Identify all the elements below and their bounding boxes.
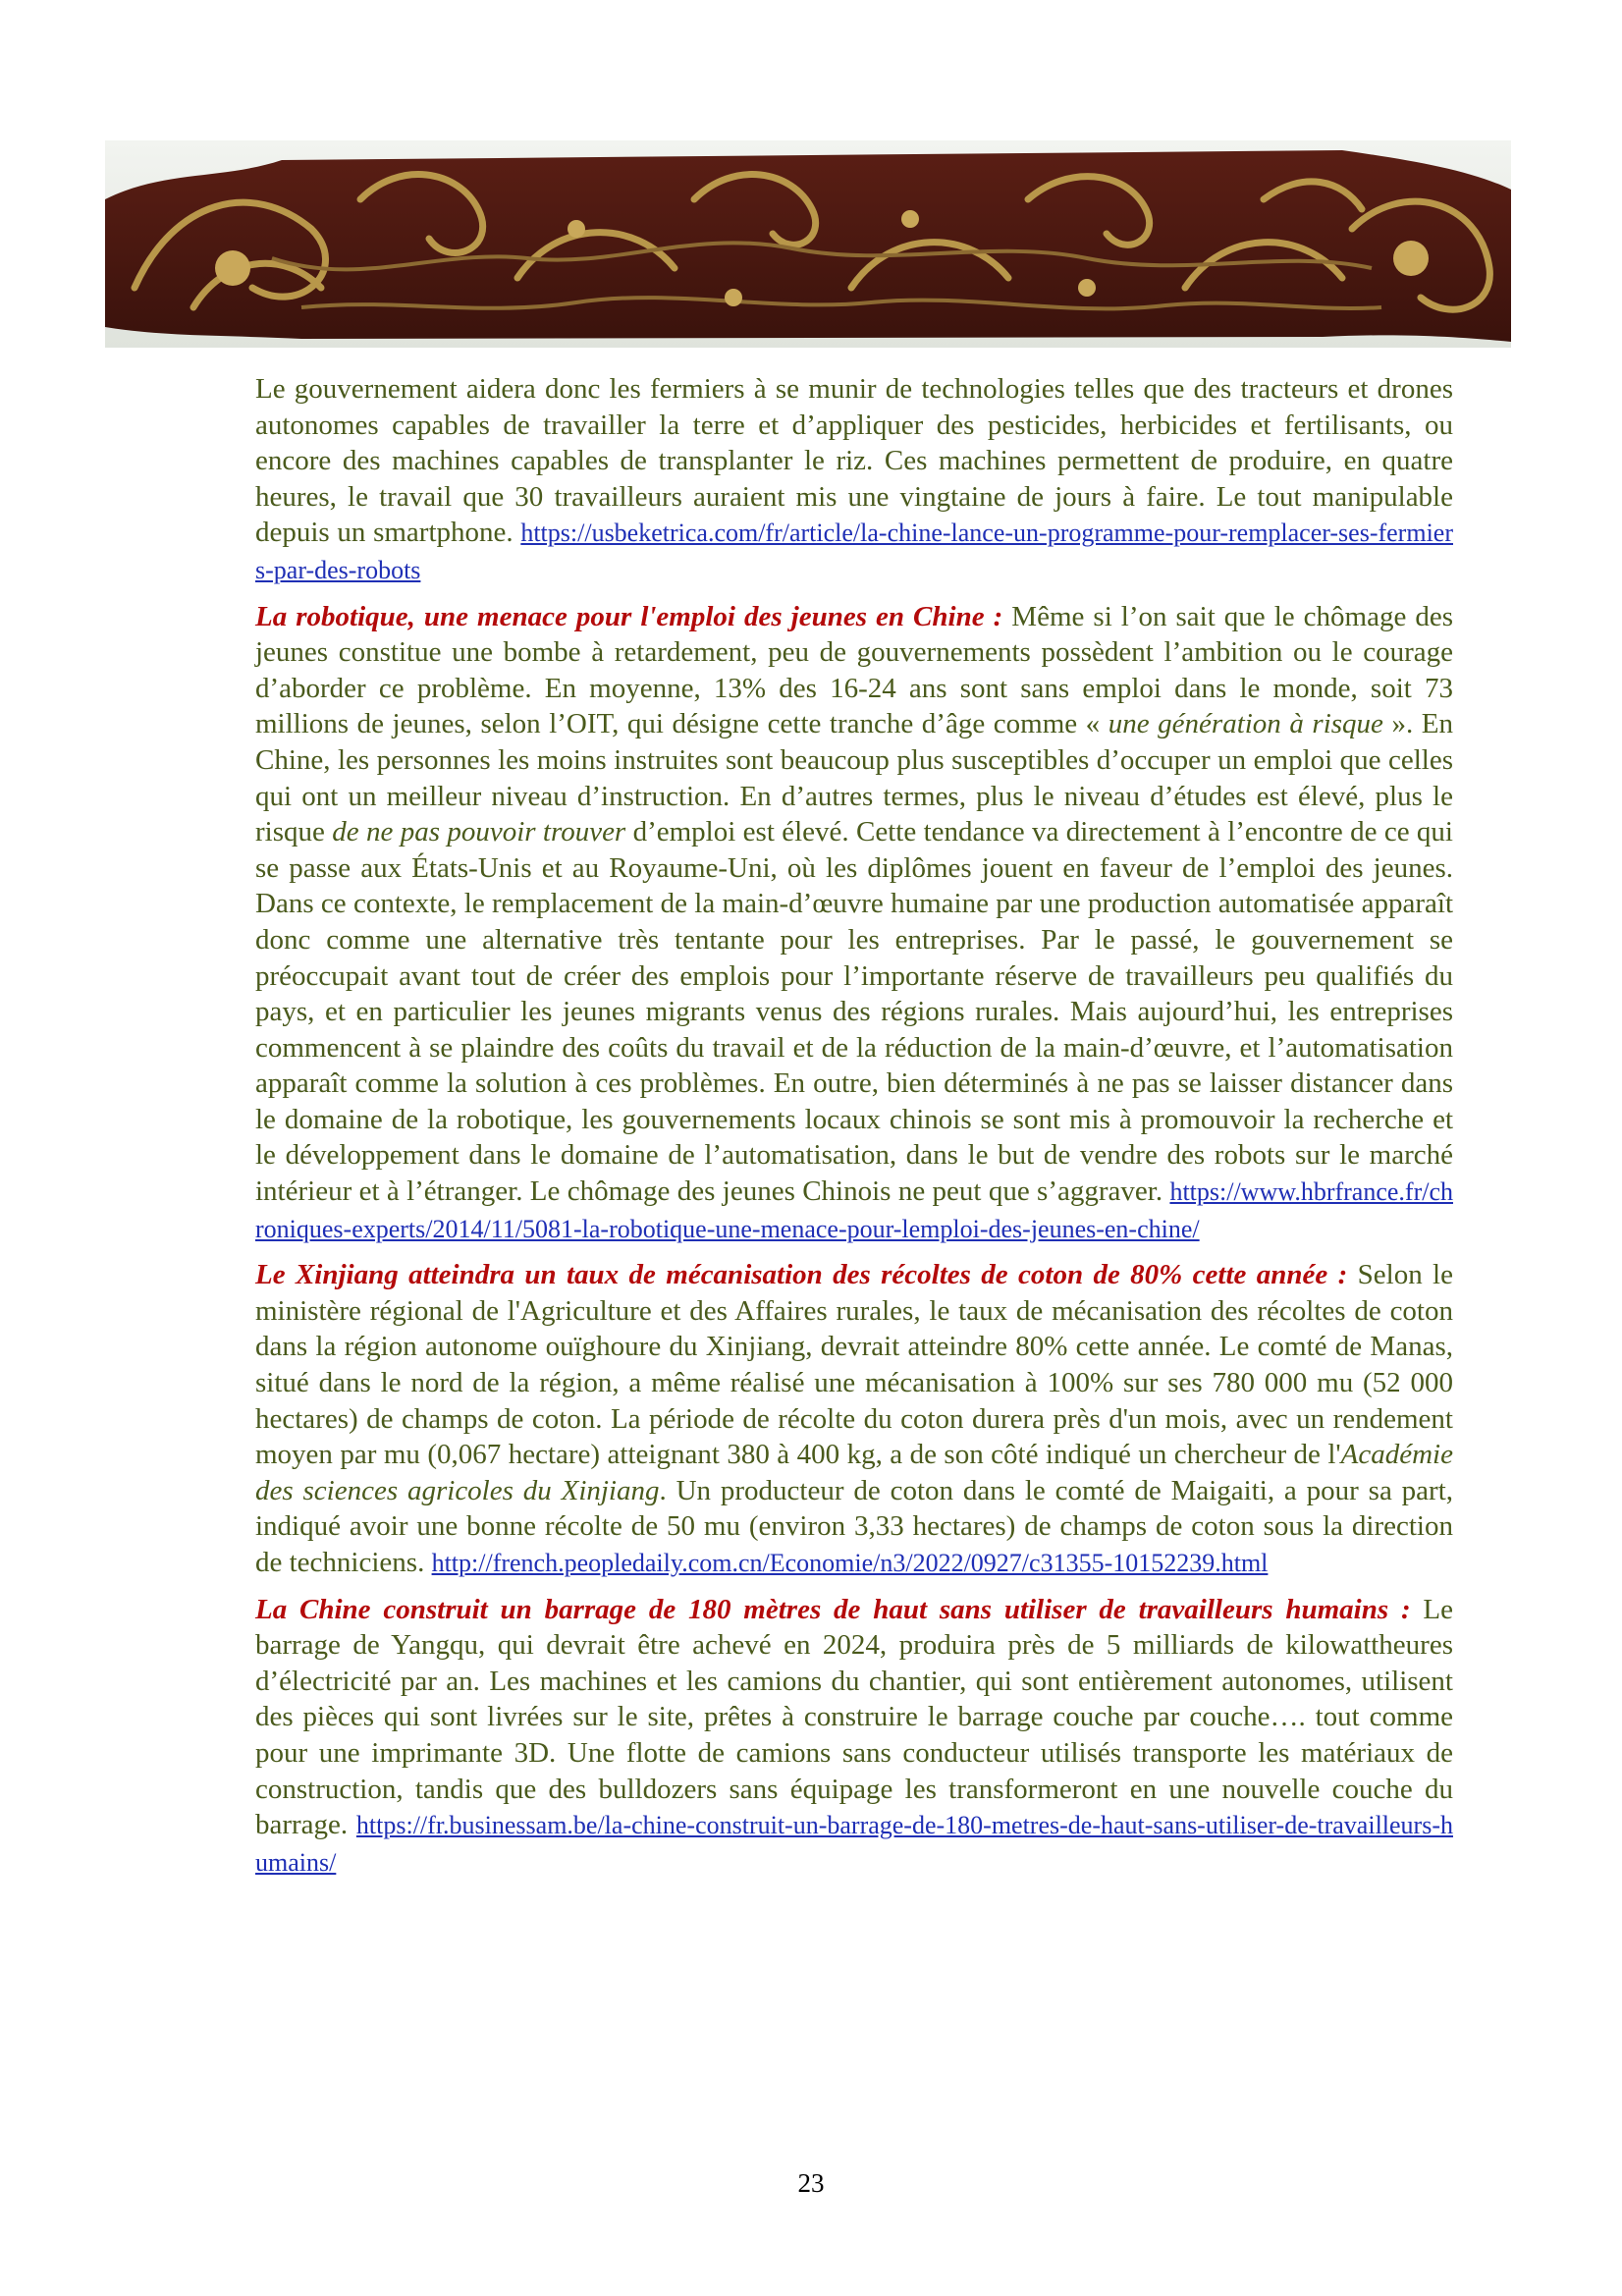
section-dam-text: Le barrage de Yangqu, qui devrait être achevé en 2024, produira près de 5 milliards de kilowattheures d’électricité par an. Les machines et les camions du chantier, qui sont entièrement autonomes, utilisent des pièces qui sont livrées sur le site, prêtes à construire le barrage couche par couche…. tout comme pour une imprimante 3D. Une flotte de camions sans conducteur utilisés transporte les matériaux de construction, tandis que des bulldozers sans équipage les transformeront en une nouvelle couche du barrage. (255, 1593, 1453, 1841)
section-robotics-text-2: ». En Chine, les personnes les moins instruites sont beaucoup plus susceptibles d’occuper un emploi que celles qui ont un meilleur niveau d’instruction. En d’autres termes, plus le niveau d’études est élevé, plus le risque (255, 708, 1453, 848)
section-dam-title: La Chine construit un barrage de 180 mètres de haut sans utiliser de travailleurs humains : (255, 1593, 1411, 1625)
section-robotics-emphasis-1: une génération à risque (1108, 708, 1383, 740)
intro-source-link[interactable]: https://usbeketrica.com/fr/article/la-chine-lance-un-programme-pour-remplacer-ses-fermiers-par-des-robots (255, 519, 1453, 584)
section-dam-source-link[interactable]: https://fr.businessam.be/la-chine-construit-un-barrage-de-180-metres-de-haut-sans-utiliser-de-travailleurs-humains/ (255, 1811, 1453, 1877)
section-robotics-text-3: d’emploi est élevé. Cette tendance va directement à l’encontre de ce qui se passe aux États-Unis et au Royaume-Uni, où les diplômes jouent en faveur de l’emploi des jeunes. Dans ce contexte, le remplacement de la main-d’œuvre humaine par une production automatisée apparaît donc comme une alternative très tentante pour les entreprises. Par le passé, le gouvernement se préoccupait avant tout de créer des emplois pour l’importante réserve de travailleurs peu qualifiés du pays, et en particulier les jeunes migrants venus des régions rurales. Mais aujourd’hui, les entreprises commencent à se plaindre des coûts du travail et de la réduction de la main-d’œuvre, et l’automatisation apparaît comme la solution à ces problèmes. En outre, bien déterminés à ne pas se laisser distancer dans le domaine de la robotique, les gouvernements locaux chinois se sont mis à promouvoir la recherche et le développement dans le domaine de l’automatisation, dans le but de vendre des robots sur le marché intérieur et à l’étranger. Le chômage des jeunes Chinois ne peut que s’aggraver. (255, 816, 1453, 1208)
section-xinjiang-title: Le Xinjiang atteindra un taux de mécanisation des récoltes de coton de 80% cette année : (255, 1259, 1348, 1291)
section-xinjiang-text-2: . Un producteur de coton dans le comté de Maigaiti, a pour sa part, indiqué avoir une bonne récolte de 50 mu (environ 3,33 hectares) de champs de coton sous la direction de techniciens. (255, 1474, 1454, 1578)
section-xinjiang-text-1: Selon le ministère régional de l'Agriculture et des Affaires rurales, le taux de mécanisation des récoltes de coton dans la région autonome ouïghoure du Xinjiang, devrait atteindre 80% cette année. Le comté de Manas, situé dans le nord de la région, a même réalisé une mécanisation à 100% sur ses 780 000 mu (52 000 hectares) de champs de coton. La période de récolte du coton durera près d'un mois, avec un rendement moyen par mu (0,067 hectare) atteignant 380 à 400 kg, a de son côté indiqué un chercheur de l' (255, 1259, 1453, 1471)
section-xinjiang (255, 1257, 1453, 1581)
section-xinjiang-source-link[interactable]: http://french.peopledaily.com.cn/Economie/n3/2022/0927/c31355-10152239.html (431, 1549, 1269, 1577)
article-body (255, 371, 1453, 1881)
section-robotics-source-link[interactable]: https://www.hbrfrance.fr/chroniques-experts/2014/11/5081-la-robotique-une-menace-pour-lemploi-des-jeunes-en-chine/ (255, 1177, 1453, 1243)
section-robotics-text-1: Même si l’on sait que le chômage des jeunes constitue une bombe à retardement, peu de gouvernements possèdent l’ambition ou le courage d’aborder ce problème. En moyenne, 13% des 16-24 ans sont sans emploi dans le monde, soit 73 millions de jeunes, selon l’OIT, qui désigne cette tranche d’âge comme « (255, 600, 1453, 740)
section-robotics (255, 599, 1453, 1248)
section-robotics-title: La robotique, une menace pour l'emploi des jeunes en Chine : (255, 600, 1003, 632)
section-dam (255, 1592, 1453, 1882)
page-number: 23 (797, 2168, 825, 2198)
section-xinjiang-emphasis: Académie des sciences agricoles du Xinjiang (255, 1439, 1453, 1506)
carved-wood-frieze-image (105, 140, 1511, 348)
frieze-illustration (105, 140, 1511, 348)
intro-paragraph (255, 371, 1453, 589)
section-robotics-emphasis-2: de ne pas pouvoir trouver (332, 816, 626, 848)
intro-text: Le gouvernement aidera donc les fermiers à se munir de technologies telles que des tracteurs et drones autonomes capables de travailler la terre et d’appliquer des pesticides, herbicides et fertilisants, ou encore des machines capables de transplanter le riz. Ces machines permettent de produire, en quatre heures, le travail que 30 travailleurs auraient mis une vingtaine de jours à faire. Le tout manipulable depuis un smartphone. (255, 373, 1453, 549)
